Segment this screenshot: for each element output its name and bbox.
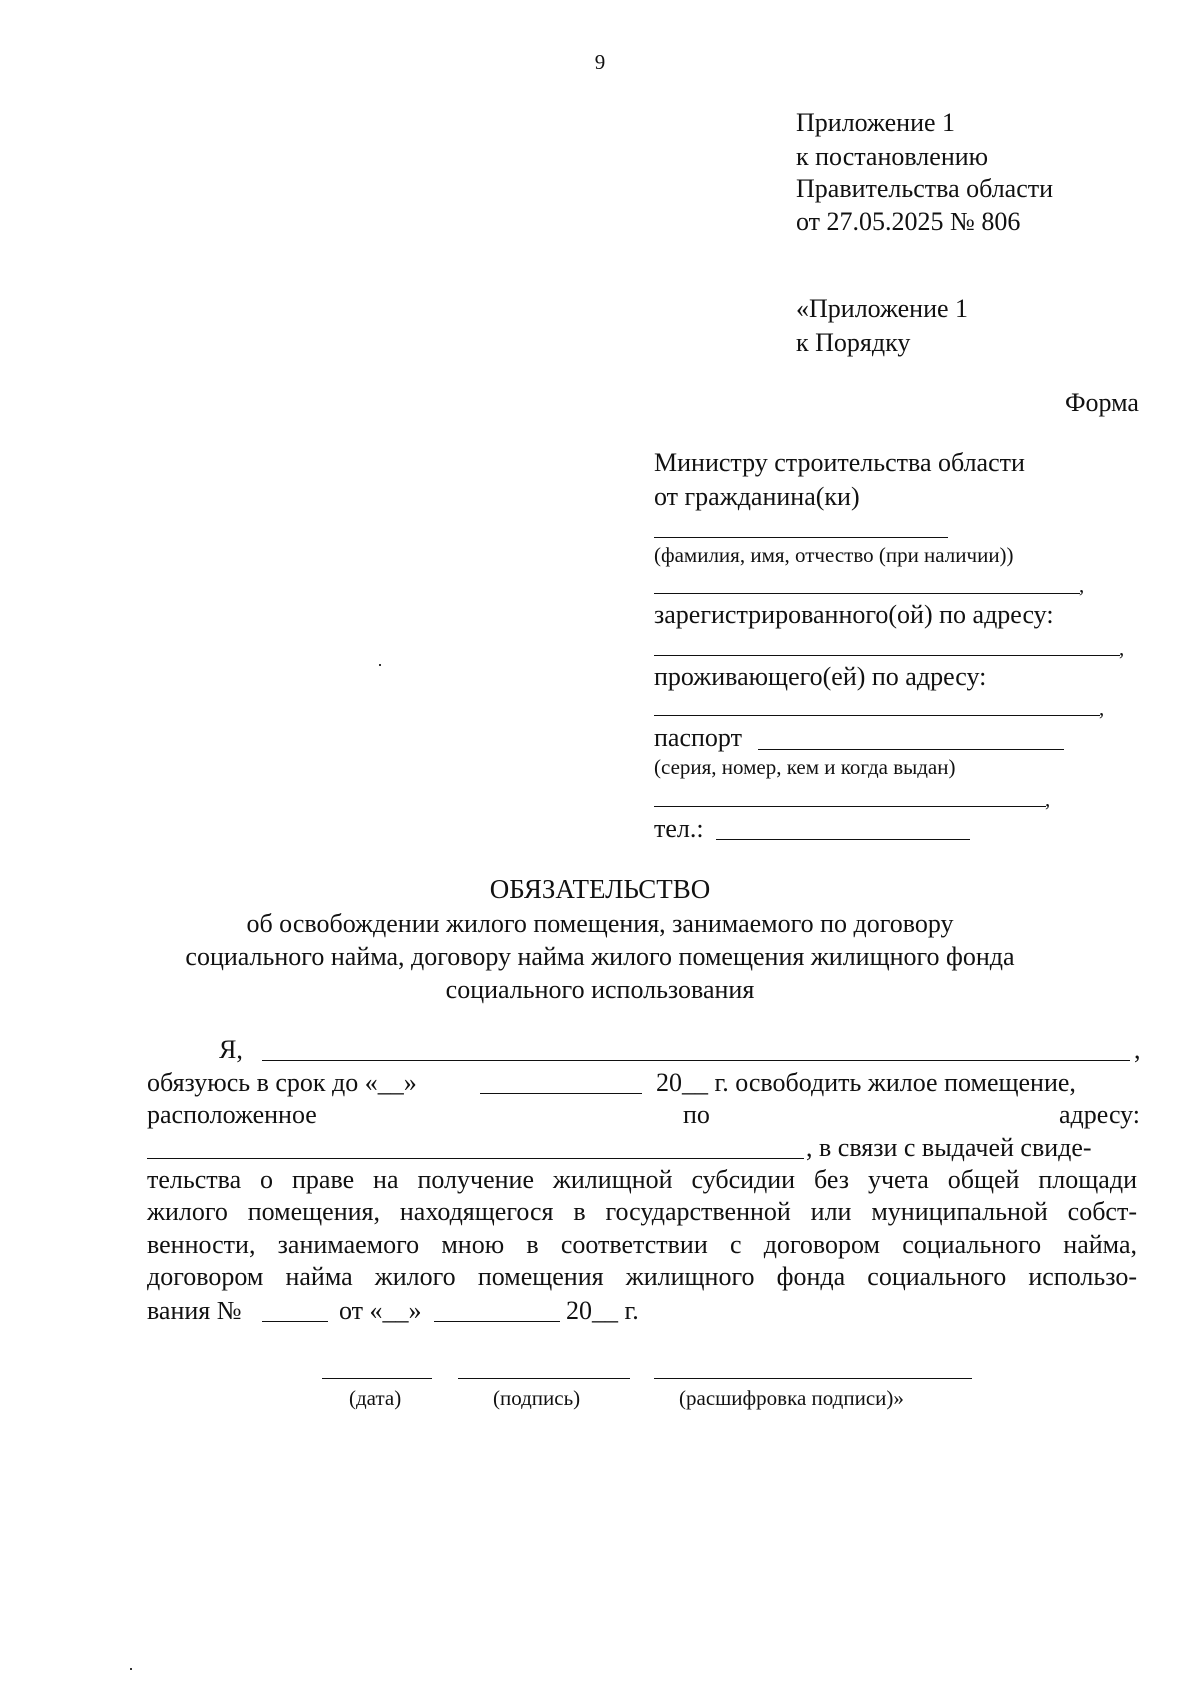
registered-address-label: зарегистрированного(ой) по адресу: xyxy=(654,600,1054,629)
sign-caption: (подпись) xyxy=(493,1386,581,1410)
body-line5: тельства о праве на получение жилищной субсидии без учета общей площади xyxy=(147,1165,1137,1194)
addressee-from: от гражданина(ки) xyxy=(654,482,860,511)
appendix-header-line1: Приложение 1 xyxy=(796,108,956,137)
body-address-line[interactable] xyxy=(147,1158,804,1159)
date-signature-line[interactable] xyxy=(322,1378,432,1379)
document-subtitle-line2: социального найма, договору найма жилого помещения жилищного фонда xyxy=(185,942,1015,971)
order-appendix-line1: «Приложение 1 xyxy=(796,294,969,323)
passport-label: паспорт xyxy=(654,723,742,752)
decode-signature-line[interactable] xyxy=(654,1378,972,1379)
passport-comma: , xyxy=(1045,787,1051,811)
passport-hint: (серия, номер, кем и когда выдан) xyxy=(654,755,956,779)
passport-field-line-2[interactable] xyxy=(654,806,1046,807)
name-field-line[interactable] xyxy=(654,537,948,538)
body-contract-month-line[interactable] xyxy=(434,1321,560,1322)
body-line2-start: обязуюсь в срок до «__» xyxy=(147,1068,417,1097)
name-field-comma: , xyxy=(1079,573,1085,597)
date-caption: (дата) xyxy=(349,1386,402,1410)
body-line4-end: , в связи с выдачей свиде- xyxy=(806,1133,1092,1162)
name-field-line-2[interactable] xyxy=(654,593,1080,594)
body-ya: Я, xyxy=(219,1035,243,1064)
residing-address-label: проживающего(ей) по адресу: xyxy=(654,662,987,691)
passport-field-line[interactable] xyxy=(758,749,1064,750)
residing-address-comma: , xyxy=(1099,696,1105,720)
phone-label: тел.: xyxy=(654,814,704,843)
phone-field-line[interactable] xyxy=(716,839,970,840)
decode-caption: (расшифровка подписи)» xyxy=(679,1386,904,1410)
appendix-header-line3: Правительства области xyxy=(796,174,1054,203)
body-line7: венности, занимаемого мною в соответствии с договором социального найма, xyxy=(147,1229,1137,1259)
body-contract-number-line[interactable] xyxy=(262,1321,328,1322)
scan-speck xyxy=(130,1668,132,1670)
registered-address-line[interactable] xyxy=(654,655,1120,656)
addressee-to: Министру строительства области xyxy=(654,448,1025,477)
body-deadline-month-line[interactable] xyxy=(480,1093,642,1094)
body-line6: жилого помещения, находящегося в государственной или муниципальной собст- xyxy=(147,1197,1137,1227)
document-subtitle-line1: об освобождении жилого помещения, занимаемого по договору xyxy=(246,909,954,938)
registered-address-comma: , xyxy=(1119,636,1125,660)
appendix-header-line2: к постановлению xyxy=(796,142,989,171)
document-title: ОБЯЗАТЕЛЬСТВО xyxy=(489,874,711,904)
body-name-comma: , xyxy=(1134,1035,1141,1064)
name-field-hint: (фамилия, имя, отчество (при наличии)) xyxy=(654,543,1014,567)
body-paragraph xyxy=(147,1164,1137,1293)
body-line2-end: 20__ г. освободить жилое помещение, xyxy=(656,1068,1076,1097)
body-name-line[interactable] xyxy=(262,1060,1130,1061)
body-line3-located: расположенное xyxy=(147,1100,317,1129)
body-line3-at: по xyxy=(683,1100,710,1129)
scan-speck xyxy=(379,664,381,666)
body-line9-year: 20__ г. xyxy=(566,1296,639,1325)
sign-signature-line[interactable] xyxy=(458,1378,630,1379)
document-subtitle-line3: социального использования xyxy=(445,975,755,1004)
body-line8: договором найма жилого помещения жилищного фонда социального использо- xyxy=(147,1261,1137,1291)
residing-address-line[interactable] xyxy=(654,715,1100,716)
body-line9-start: вания № xyxy=(147,1296,242,1325)
appendix-header-line4: от 27.05.2025 № 806 xyxy=(796,207,1021,236)
form-label: Форма xyxy=(1065,388,1139,417)
body-line3-address: адресу: xyxy=(1059,1100,1141,1129)
order-appendix-line2: к Порядку xyxy=(796,328,911,357)
body-line9-from: от «__» xyxy=(339,1296,422,1325)
page-number: 9 xyxy=(594,50,606,74)
